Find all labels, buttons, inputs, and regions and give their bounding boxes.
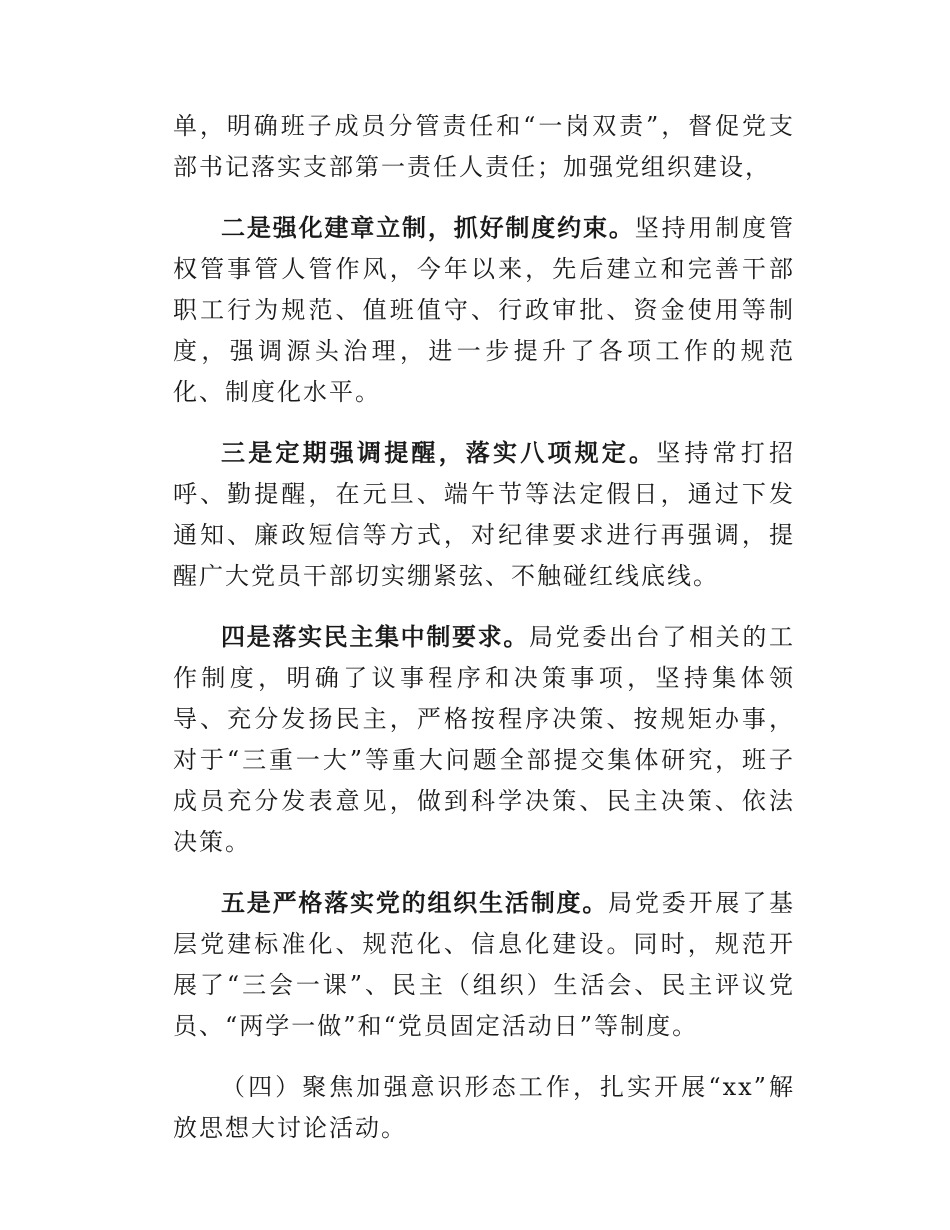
paragraph-text: 单，明确班子成员分管责任和“一岗双责”，督促党支部书记落实支部第一责任人责任；加强党组织建设， <box>173 112 795 181</box>
paragraph-lead: 五是严格落实党的组织生活制度。 <box>221 889 609 917</box>
paragraph-text: （四）聚焦加强意识形态工作，扎实开展“xx”解放思想大讨论活动。 <box>173 1073 795 1142</box>
paragraph-lead: 四是落实民主集中制要求。 <box>221 623 529 651</box>
paragraph-text: 坚持用制度管权管事管人管作风，今年以来，先后建立和完善干部职工行为规范、值班值守、行政审批、资金使用等制度，强调源头治理，进一步提升了各项工作的规范化、制度化水平。 <box>173 214 796 406</box>
paragraph-item-2 <box>173 208 795 413</box>
section-heading-4 <box>173 1067 795 1149</box>
paragraph-item-4 <box>173 617 795 863</box>
paragraph-continuation <box>173 106 795 188</box>
paragraph-item-3 <box>173 433 795 597</box>
paragraph-text: 局党委出台了相关的工作制度，明确了议事程序和决策事项，坚持集体领导、充分发扬民主，严格按程序决策、按规矩办事，对于“三重一大”等重大问题全部提交集体研究，班子成员充分发表意见，做到科学决策、民主决策、依法决策。 <box>173 623 795 856</box>
paragraph-lead: 三是定期强调提醒，落实八项规定。 <box>221 439 657 467</box>
paragraph-lead: 二是强化建章立制，抓好制度约束。 <box>221 214 635 242</box>
document-page <box>173 106 795 1169</box>
paragraph-item-5 <box>173 883 795 1047</box>
paragraph-text: 局党委开展了基层党建标准化、规范化、信息化建设。同时，规范开展了“三会一课”、民主（组织）生活会、民主评议党员、“两学一做”和“党员固定活动日”等制度。 <box>173 889 796 1040</box>
paragraph-text: 坚持常打招呼、勤提醒，在元旦、端午节等法定假日，通过下发通知、廉政短信等方式，对纪律要求进行再强调，提醒广大党员干部切实绷紧弦、不触碰红线底线。 <box>173 439 796 590</box>
